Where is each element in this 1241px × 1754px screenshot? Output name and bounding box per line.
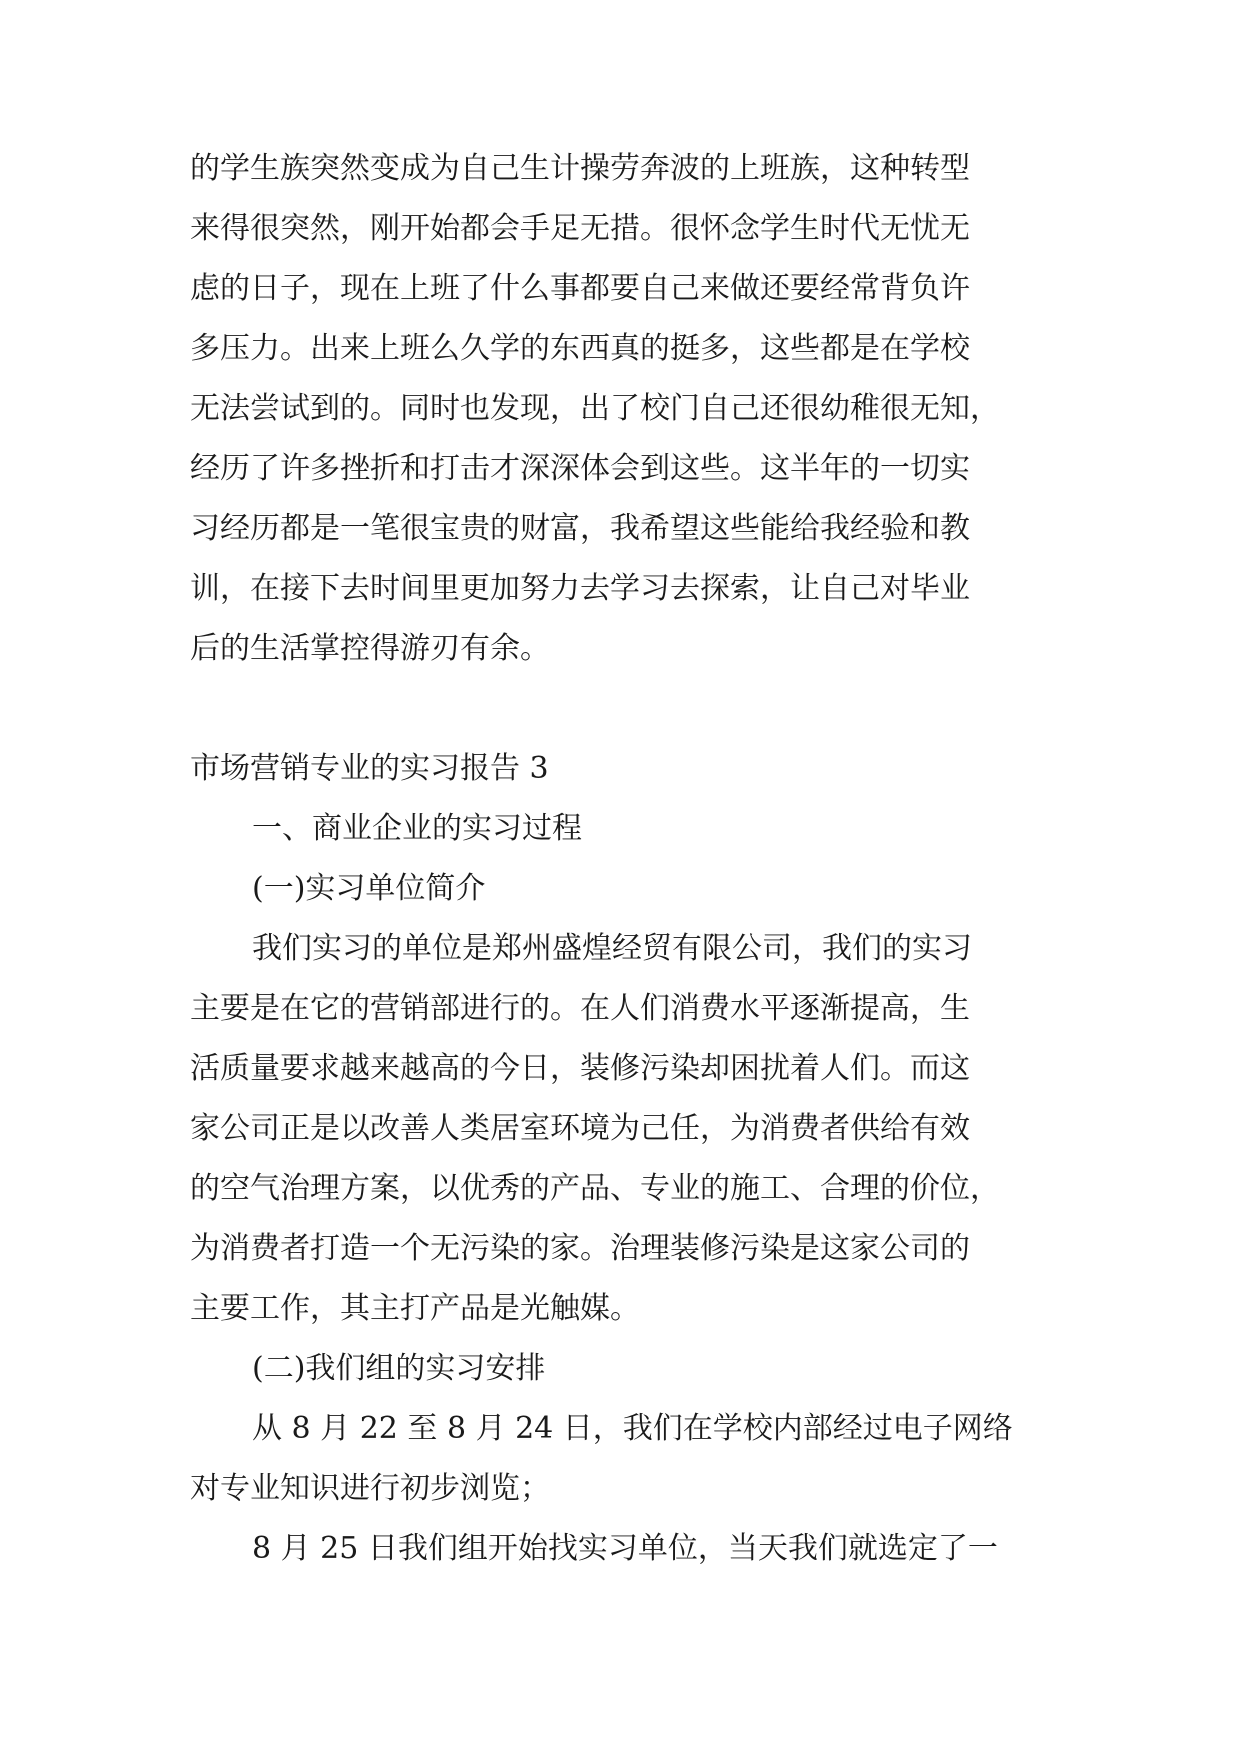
paragraph-line: 为消费者打造一个无污染的家。治理装修污染是这家公司的 bbox=[190, 1231, 970, 1266]
paragraph-line: 的学生族突然变成为自己生计操劳奔波的上班族，这种转型 bbox=[190, 151, 970, 186]
paragraph-line: 我们实习的单位是郑州盛煌经贸有限公司，我们的实习 bbox=[252, 931, 972, 966]
paragraph-line: 家公司正是以改善人类居室环境为己任，为消费者供给有效 bbox=[190, 1111, 970, 1146]
subsection-heading: (一)实习单位简介 bbox=[252, 871, 486, 906]
paragraph-line: 多压力。出来上班么久学的东西真的挺多，这些都是在学校 bbox=[190, 331, 970, 366]
paragraph-line: 的空气治理方案，以优秀的产品、专业的施工、合理的价位， bbox=[190, 1171, 1000, 1206]
paragraph-line: 对专业知识进行初步浏览； bbox=[190, 1471, 550, 1506]
paragraph-line: 主要是在它的营销部进行的。在人们消费水平逐渐提高，生 bbox=[190, 991, 970, 1026]
paragraph-line: 从 8 月 22 至 8 月 24 日，我们在学校内部经过电子网络 bbox=[252, 1411, 1013, 1446]
paragraph-line: 活质量要求越来越高的今日，装修污染却困扰着人们。而这 bbox=[190, 1051, 970, 1086]
paragraph-line: 虑的日子，现在上班了什么事都要自己来做还要经常背负许 bbox=[190, 271, 970, 306]
paragraph-line: 习经历都是一笔很宝贵的财富，我希望这些能给我经验和教 bbox=[190, 511, 970, 546]
paragraph-line: 主要工作，其主打产品是光触媒。 bbox=[190, 1291, 640, 1326]
paragraph-line: 经历了许多挫折和打击才深深体会到这些。这半年的一切实 bbox=[190, 451, 970, 486]
paragraph-line: 后的生活掌控得游刃有余。 bbox=[190, 631, 550, 666]
paragraph-line: 来得很突然，刚开始都会手足无措。很怀念学生时代无忧无 bbox=[190, 211, 970, 246]
paragraph-line: 8 月 25 日我们组开始找实习单位，当天我们就选定了一 bbox=[252, 1531, 998, 1566]
paragraph-line: 无法尝试到的。同时也发现，出了校门自己还很幼稚很无知， bbox=[190, 391, 1000, 426]
subsection-heading: (二)我们组的实习安排 bbox=[252, 1351, 546, 1386]
section-title: 市场营销专业的实习报告 3 bbox=[190, 751, 549, 786]
paragraph-line: 训，在接下去时间里更加努力去学习去探索，让自己对毕业 bbox=[190, 571, 970, 606]
section-heading: 一、商业企业的实习过程 bbox=[252, 811, 582, 846]
